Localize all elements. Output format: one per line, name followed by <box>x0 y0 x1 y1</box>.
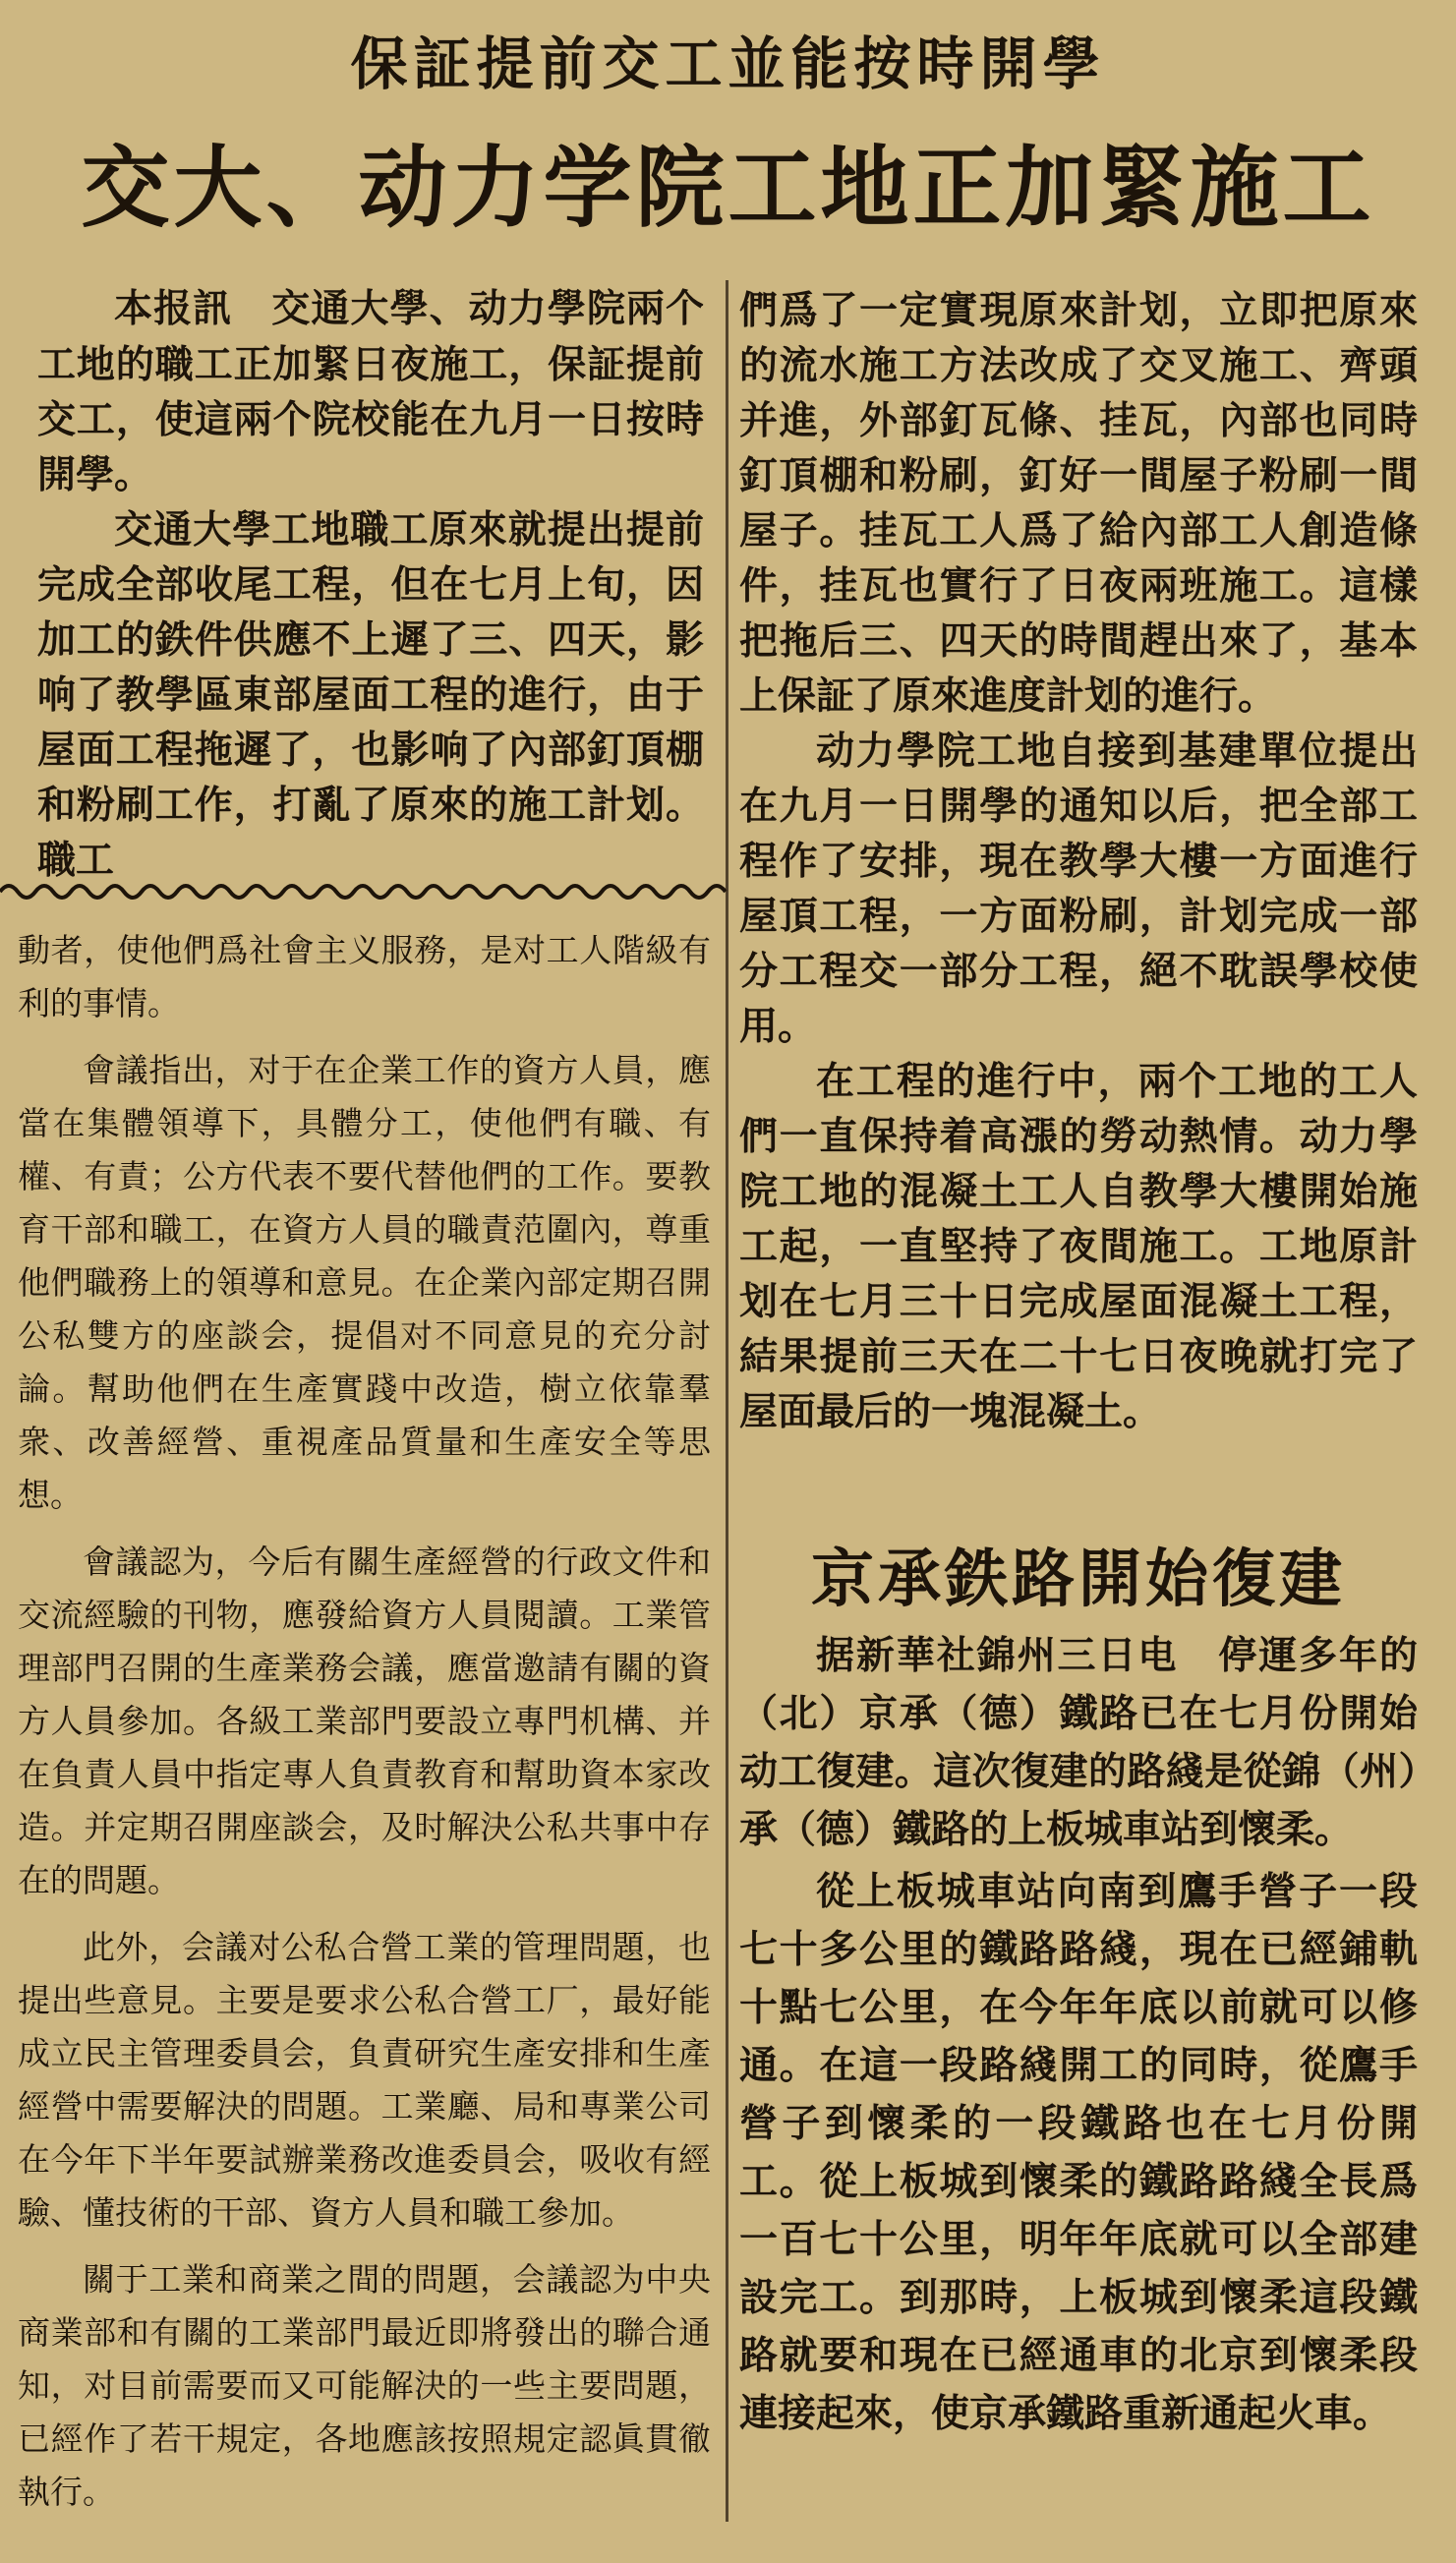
article-paragraph-4: 在工程的進行中，兩个工地的工人們一直保持着高漲的勞动熱情。动力學院工地的混凝土工人自教學大樓開始施工起，一直堅持了夜間施工。工地原計划在七月三十日完成屋面混凝土工程，結果提前三天在二十七日夜晚就打完了屋面最后的一塊混凝土。 <box>739 1059 1418 1434</box>
continued-paragraph-4: 此外，会議对公私合營工業的管理問題，也提出些意見。主要是要求公私合營工厂，最好能成立民主管理委員会，負責研究生產安排和生產經營中需要解決的問題。工業廳、局和專業公司在今年下半年要試辦業務改進委員会，吸收有經驗、懂技術的干部、資方人員和職工參加。 <box>18 1928 711 2232</box>
article-paragraph-2-continued: 們爲了一定實現原來計划，立即把原來的流水施工方法改成了交叉施工、齊頭并進，外部釘瓦條、挂瓦，內部也同時釘頂棚和粉刷，釘好一間屋子粉刷一間屋子。挂瓦工人爲了給內部工人創造條件，挂瓦也實行了日夜兩班施工。這樣把拖后三、四天的時間趕出來了，基本上保証了原來進度計划的進行。 <box>739 288 1418 719</box>
lede-text: 交通大學、动力學院兩个工地的職工正加緊日夜施工，保証提前交工，使這兩个院校能在九月一日按時開學。 <box>37 286 704 497</box>
article-right-column <box>739 283 1418 1439</box>
wavy-divider-line <box>0 886 726 898</box>
railway-byline: 据新華社錦州三日电 <box>816 1634 1179 1678</box>
railway-lede-text: 停運多年的（北）京承（德）鐵路已在七月份開始动工復建。這次復建的路綫是從錦（州）承（德）鐵路的上板城車站到懷柔。 <box>739 1633 1418 1852</box>
continued-paragraph-3: 會議認为，今后有關生產經營的行政文件和交流經驗的刊物，應發給資方人員閱讀。工業管理部門召開的生產業務会議，應當邀請有關的資方人員參加。各級工業部門要設立專門机構、并在負責人員中指定專人負責教育和幫助資本家改造。并定期召開座談会，及时解決公私共事中存在的問題。 <box>18 1543 711 1899</box>
lede-paragraph <box>37 281 704 502</box>
byline: 本报訊 <box>114 287 233 331</box>
article-paragraph-3: 动力學院工地自接到基建單位提出在九月一日開學的通知以后，把全部工程作了安排，現在教學大樓一方面進行屋頂工程，一方面粉刷，計划完成一部分工程交一部分工程，絕不耽誤學校使用。 <box>739 728 1418 1049</box>
article-kicker: 保証提前交工並能按時開學 <box>350 30 1106 97</box>
wavy-divider <box>0 877 729 906</box>
continued-paragraph-5: 關于工業和商業之間的問題，会議認为中央商業部和有關的工業部門最近即將發出的聯合通知，对目前需要而又可能解決的一些主要問題，已經作了若干規定，各地應該按照規定認眞貫徹執行。 <box>18 2260 711 2511</box>
railway-headline: 京承鉄路開始復建 <box>811 1544 1346 1616</box>
continued-paragraph-2: 會議指出，对于在企業工作的資方人員，應當在集體領導下，具體分工，使他們有職、有權、有責；公方代表不要代替他們的工作。要教育干部和職工，在資方人員的職責范圍內，尊重他們職務上的領導和意見。在企業內部定期召開公私雙方的座談会，提倡对不同意見的充分討論。幫助他們在生產實踐中改造，樹立依靠羣衆、改善經營、重視產品質量和生產安全等思想。 <box>18 1051 711 1514</box>
article-paragraph-2: 交通大學工地職工原來就提出提前完成全部收尾工程，但在七月上旬，因加工的鉄件供應不上遲了三、四天，影响了教學區東部屋面工程的進行，由于屋面工程拖遲了，也影响了內部釘頂棚和粉刷工作，打亂了原來的施工計划。職工 <box>37 507 704 883</box>
article-headline: 交大、动力学院工地正加緊施工 <box>81 137 1375 240</box>
railway-paragraph-2: 從上板城車站向南到鷹手營子一段七十多公里的鐵路路綫，現在已經鋪軌十點七公里，在今年年底以前就可以修通。在這一段路綫開工的同時，從鷹手營子到懷柔的一段鐵路也在七月份開工。從上板城到懷柔的鐵路路綫全長爲一百七十公里，明年年底就可以全部建設完工。到那時，上板城到懷柔這段鐵路就要和現在已經通車的北京到懷柔段連接起來，使京承鐵路重新通起火車。 <box>739 1869 1418 2436</box>
article-left-column <box>37 281 704 888</box>
railway-paragraph-1 <box>739 1627 1418 1859</box>
continued-paragraph-1: 動者，使他們爲社會主义服務，是对工人階級有利的事情。 <box>18 931 711 1022</box>
column-rule <box>726 280 728 2522</box>
continued-article-column <box>18 924 711 2536</box>
railway-article <box>739 1627 1418 2443</box>
